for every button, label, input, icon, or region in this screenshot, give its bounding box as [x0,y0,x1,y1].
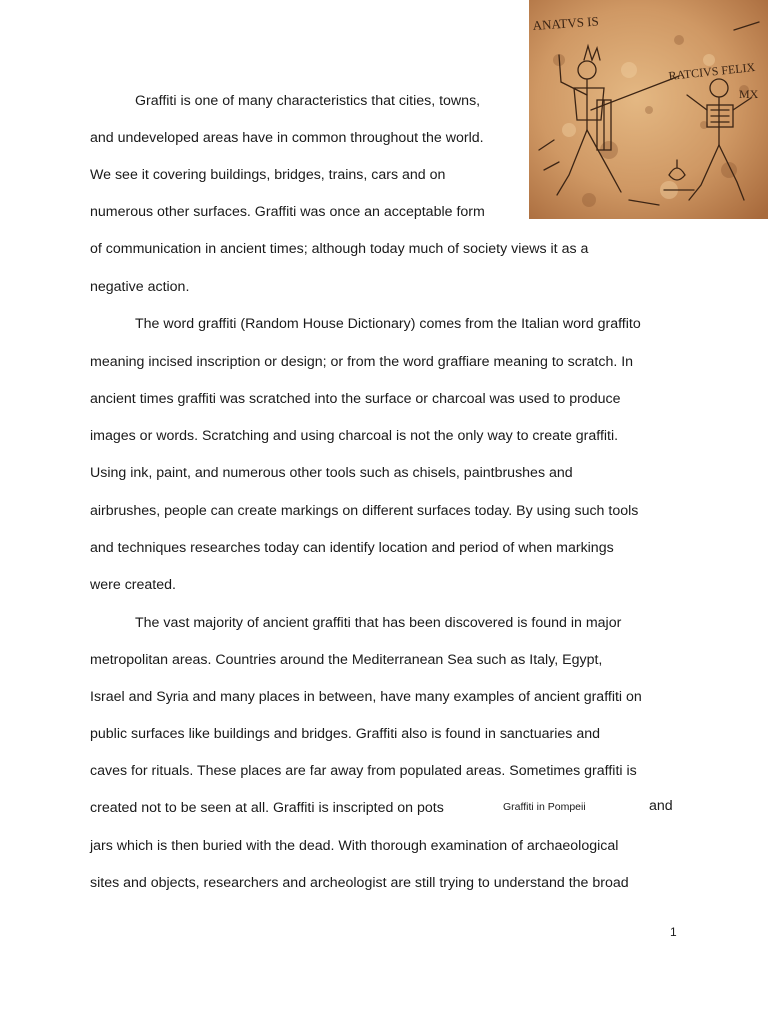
paragraph-line: Using ink, paint, and numerous other tools such as chisels, paintbrushes and [90,465,573,481]
paragraph-line: jars which is then buried with the dead. With thorough examination of archaeological [90,838,619,854]
trailing-word: and [649,798,673,814]
paragraph-line: ancient times graffiti was scratched into the surface or charcoal was used to produce [90,391,621,407]
paragraph-line: metropolitan areas. Countries around the Mediterranean Sea such as Italy, Egypt, [90,652,603,668]
inscription-top: ANATVS IS [532,13,600,33]
paragraph-line: numerous other surfaces. Graffiti was once an acceptable form [90,204,485,220]
paragraph-line: meaning incised inscription or design; or from the word graffiare meaning to scratch. In [90,354,634,370]
paragraph-line: The word graffiti (Random House Dictionary) comes from the Italian word graffito [135,316,641,332]
paragraph-line: were created. [90,577,176,593]
paragraph-line: public surfaces like buildings and bridges. Graffiti also is found in sanctuaries and [90,726,600,742]
paragraph-line: images or words. Scratching and using charcoal is not the only way to create graffiti. [90,428,619,444]
paragraph-line: We see it covering buildings, bridges, trains, cars and on [90,167,446,183]
paragraph-line: caves for rituals. These places are far away from populated areas. Sometimes graffiti is [90,763,637,779]
inscription-tail: MX [739,87,759,101]
paragraph-line: of communication in ancient times; although today much of society views it as a [90,241,589,257]
paragraph-line: negative action. [90,279,190,295]
image-caption: Graffiti in Pompeii [503,801,586,813]
paragraph-line: airbrushes, people can create markings on different surfaces today. By using such tools [90,503,639,519]
inscription-right: RATCIVS FELIX [667,59,756,83]
paragraph-line: and techniques researches today can identify location and period of when markings [90,540,614,556]
paragraph-line: sites and objects, researchers and archeologist are still trying to understand the broad [90,875,629,891]
paragraph-line: created not to be seen at all. Graffiti is inscripted on pots [90,800,444,816]
paragraph-line: Graffiti is one of many characteristics that cities, towns, [135,93,481,109]
paragraph-line: The vast majority of ancient graffiti that has been discovered is found in major [135,615,622,631]
graffiti-photo [529,0,768,219]
paragraph-line: Israel and Syria and many places in between, have many examples of ancient graffiti on [90,689,642,705]
paragraph-line: and undeveloped areas have in common throughout the world. [90,130,484,146]
page-number: 1 [670,925,677,939]
